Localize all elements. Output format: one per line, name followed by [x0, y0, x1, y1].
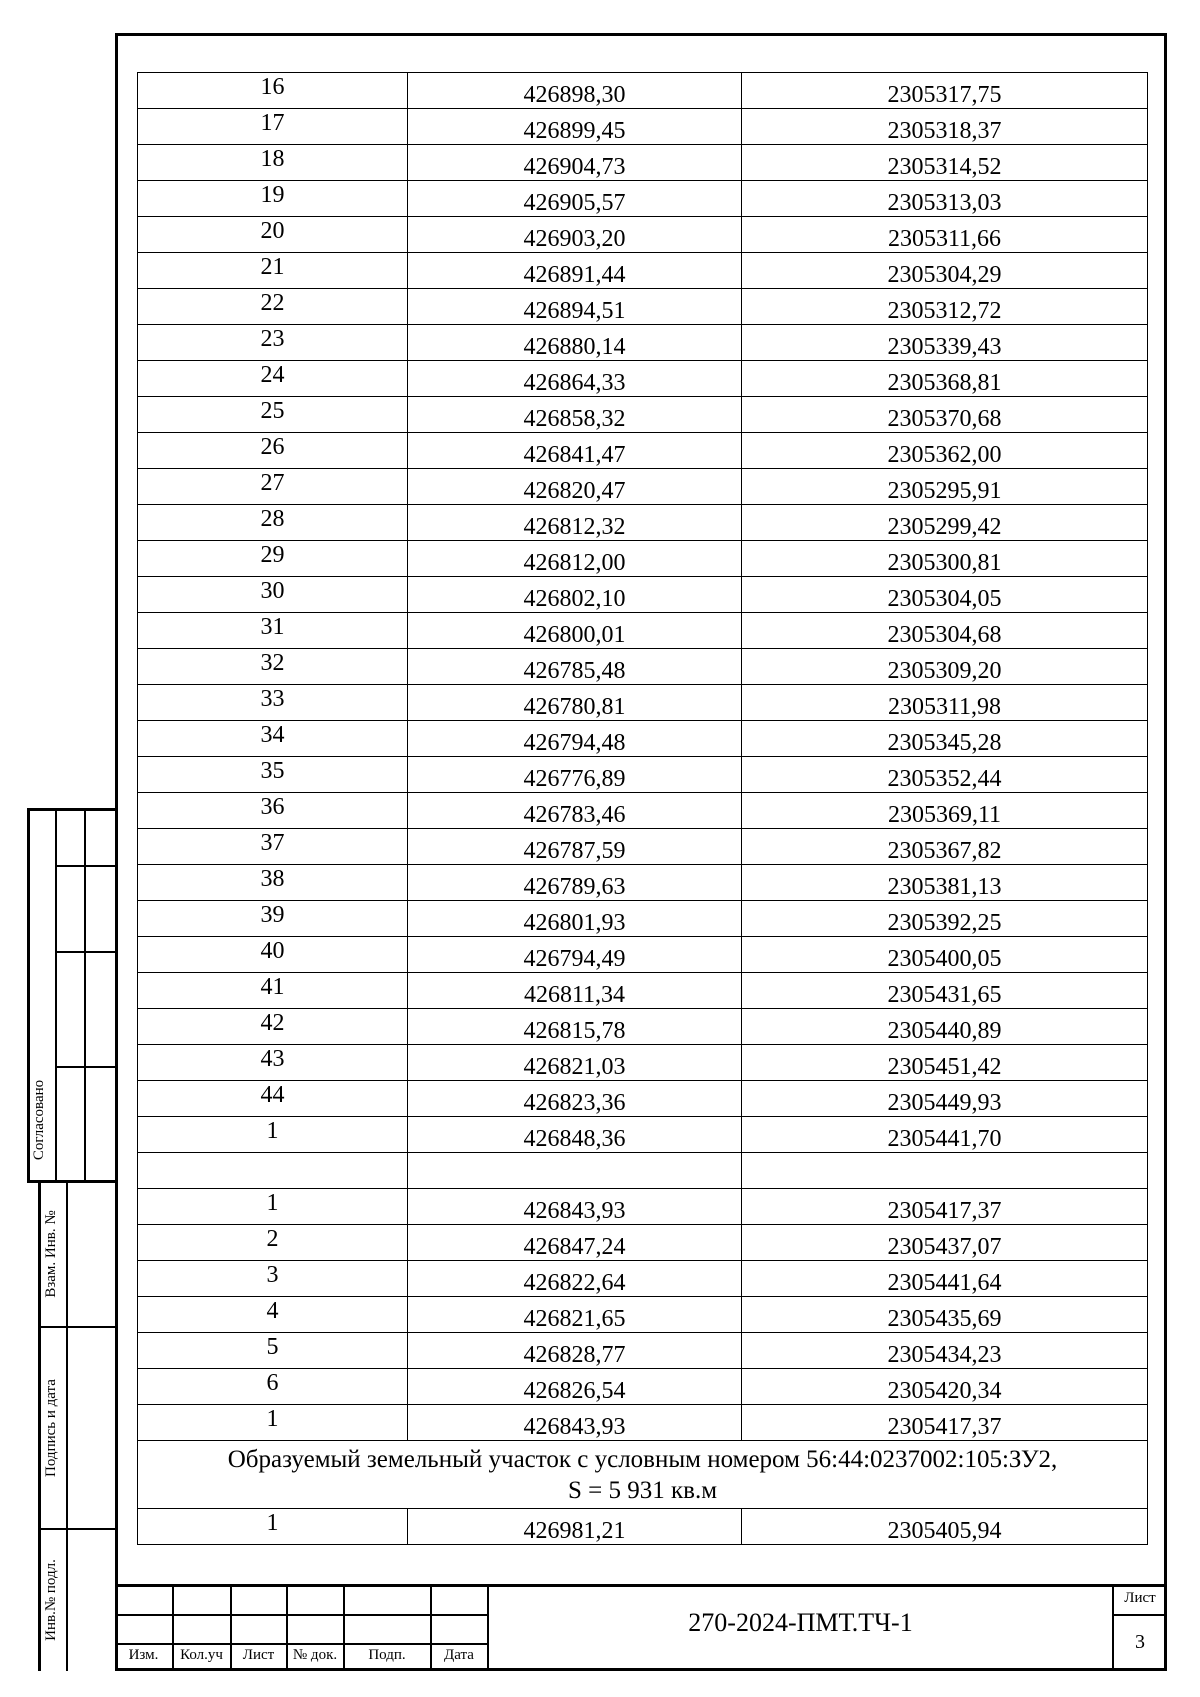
point-number-cell: 25	[138, 397, 408, 433]
table-row	[138, 1081, 1148, 1117]
y-coordinate-cell: 2305369,11	[742, 793, 1148, 829]
x-coordinate-cell: 426981,21	[408, 1509, 742, 1545]
agreed-label: Согласовано	[31, 1079, 47, 1161]
x-coordinate-cell: 426776,89	[408, 757, 742, 793]
table-row	[138, 721, 1148, 757]
table-row	[138, 577, 1148, 613]
inv-podl-label: Инв.№ подл.	[43, 1559, 59, 1641]
point-number-cell: 1	[138, 1189, 408, 1225]
x-coordinate-cell: 426801,93	[408, 901, 742, 937]
x-coordinate-cell: 426828,77	[408, 1333, 742, 1369]
x-coordinate-cell: 426826,54	[408, 1369, 742, 1405]
x-coordinate-cell: 426843,93	[408, 1189, 742, 1225]
table-row	[138, 1297, 1148, 1333]
table-row	[138, 73, 1148, 109]
y-coordinate-cell: 2305370,68	[742, 397, 1148, 433]
sheet-label: Лист	[1124, 1590, 1156, 1606]
point-number-cell: 2	[138, 1225, 408, 1261]
x-coordinate-cell: 426899,45	[408, 109, 742, 145]
point-number-cell: 22	[138, 289, 408, 325]
table-row	[138, 505, 1148, 541]
x-coordinate-cell: 426783,46	[408, 793, 742, 829]
y-coordinate-cell: 2305451,42	[742, 1045, 1148, 1081]
point-number-cell: 32	[138, 649, 408, 685]
table-row	[138, 145, 1148, 181]
table-row	[138, 217, 1148, 253]
x-coordinate-cell	[408, 1153, 742, 1189]
point-number-cell: 20	[138, 217, 408, 253]
table-row	[138, 649, 1148, 685]
y-coordinate-cell: 2305417,37	[742, 1189, 1148, 1225]
y-coordinate-cell: 2305367,82	[742, 829, 1148, 865]
col-kol-uch-label: Кол.уч	[180, 1647, 223, 1663]
point-number-cell: 1	[138, 1117, 408, 1153]
x-coordinate-cell: 426898,30	[408, 73, 742, 109]
y-coordinate-cell: 2305420,34	[742, 1369, 1148, 1405]
x-coordinate-cell: 426821,65	[408, 1297, 742, 1333]
document-code: 270-2024-ПМТ.ТЧ-1	[688, 1608, 913, 1637]
y-coordinate-cell: 2305313,03	[742, 181, 1148, 217]
point-number-cell	[138, 1153, 408, 1189]
sheet-number: 3	[1135, 1631, 1145, 1653]
x-coordinate-cell: 426812,00	[408, 541, 742, 577]
coordinates-table	[137, 72, 1148, 1545]
point-number-cell: 43	[138, 1045, 408, 1081]
table-row	[138, 1405, 1148, 1441]
table-row	[138, 685, 1148, 721]
x-coordinate-cell: 426812,32	[408, 505, 742, 541]
point-number-cell: 1	[138, 1405, 408, 1441]
table-row	[138, 1189, 1148, 1225]
x-coordinate-cell: 426780,81	[408, 685, 742, 721]
table-row	[138, 433, 1148, 469]
y-coordinate-cell: 2305405,94	[742, 1509, 1148, 1545]
y-coordinate-cell: 2305295,91	[742, 469, 1148, 505]
x-coordinate-cell: 426800,01	[408, 613, 742, 649]
point-number-cell: 6	[138, 1369, 408, 1405]
table-row	[138, 1509, 1148, 1545]
point-number-cell: 4	[138, 1297, 408, 1333]
table-row	[138, 181, 1148, 217]
y-coordinate-cell: 2305417,37	[742, 1405, 1148, 1441]
x-coordinate-cell: 426820,47	[408, 469, 742, 505]
table-row	[138, 1009, 1148, 1045]
x-coordinate-cell: 426905,57	[408, 181, 742, 217]
y-coordinate-cell: 2305300,81	[742, 541, 1148, 577]
y-coordinate-cell: 2305304,29	[742, 253, 1148, 289]
table-row	[138, 1117, 1148, 1153]
point-number-cell: 21	[138, 253, 408, 289]
y-coordinate-cell: 2305339,43	[742, 325, 1148, 361]
table-row	[138, 1045, 1148, 1081]
point-number-cell: 26	[138, 433, 408, 469]
point-number-cell: 42	[138, 1009, 408, 1045]
point-number-cell: 36	[138, 793, 408, 829]
x-coordinate-cell: 426823,36	[408, 1081, 742, 1117]
table-row	[138, 829, 1148, 865]
x-coordinate-cell: 426789,63	[408, 865, 742, 901]
parcel-caption-line1: Образуемый земельный участок с условным номером 56:44:0237002:105:ЗУ2,	[227, 1445, 1058, 1473]
table-row	[138, 757, 1148, 793]
point-number-cell: 30	[138, 577, 408, 613]
point-number-cell: 19	[138, 181, 408, 217]
point-number-cell: 31	[138, 613, 408, 649]
col-date-label: Дата	[444, 1647, 474, 1663]
table-row	[138, 109, 1148, 145]
caption-row	[138, 1441, 1148, 1509]
y-coordinate-cell: 2305392,25	[742, 901, 1148, 937]
y-coordinate-cell	[742, 1153, 1148, 1189]
y-coordinate-cell: 2305311,98	[742, 685, 1148, 721]
y-coordinate-cell: 2305440,89	[742, 1009, 1148, 1045]
col-list-label: Лист	[242, 1647, 275, 1663]
point-number-cell: 16	[138, 73, 408, 109]
y-coordinate-cell: 2305441,64	[742, 1261, 1148, 1297]
x-coordinate-cell: 426843,93	[408, 1405, 742, 1441]
point-number-cell: 18	[138, 145, 408, 181]
x-coordinate-cell: 426848,36	[408, 1117, 742, 1153]
x-coordinate-cell: 426822,64	[408, 1261, 742, 1297]
y-coordinate-cell: 2305318,37	[742, 109, 1148, 145]
y-coordinate-cell: 2305304,68	[742, 613, 1148, 649]
y-coordinate-cell: 2305314,52	[742, 145, 1148, 181]
x-coordinate-cell: 426847,24	[408, 1225, 742, 1261]
table-row	[138, 1225, 1148, 1261]
x-coordinate-cell: 426858,32	[408, 397, 742, 433]
point-number-cell: 5	[138, 1333, 408, 1369]
point-number-cell: 33	[138, 685, 408, 721]
point-number-cell: 40	[138, 937, 408, 973]
y-coordinate-cell: 2305434,23	[742, 1333, 1148, 1369]
x-coordinate-cell: 426811,34	[408, 973, 742, 1009]
x-coordinate-cell: 426815,78	[408, 1009, 742, 1045]
table-row	[138, 973, 1148, 1009]
x-coordinate-cell: 426891,44	[408, 253, 742, 289]
point-number-cell: 3	[138, 1261, 408, 1297]
point-number-cell: 29	[138, 541, 408, 577]
y-coordinate-cell: 2305304,05	[742, 577, 1148, 613]
point-number-cell: 24	[138, 361, 408, 397]
table-row	[138, 901, 1148, 937]
table-row	[138, 541, 1148, 577]
y-coordinate-cell: 2305441,70	[742, 1117, 1148, 1153]
y-coordinate-cell: 2305312,72	[742, 289, 1148, 325]
table-row	[138, 613, 1148, 649]
y-coordinate-cell: 2305368,81	[742, 361, 1148, 397]
x-coordinate-cell: 426841,47	[408, 433, 742, 469]
point-number-cell: 41	[138, 973, 408, 1009]
col-izm-label: Изм.	[128, 1647, 159, 1663]
table-row	[138, 1261, 1148, 1297]
table-row	[138, 469, 1148, 505]
x-coordinate-cell: 426904,73	[408, 145, 742, 181]
table-row	[138, 793, 1148, 829]
y-coordinate-cell: 2305352,44	[742, 757, 1148, 793]
y-coordinate-cell: 2305437,07	[742, 1225, 1148, 1261]
parcel-caption	[138, 1441, 1148, 1509]
table-row	[138, 1369, 1148, 1405]
x-coordinate-cell: 426864,33	[408, 361, 742, 397]
vzam-inv-label: Взам. Инв. №	[43, 1210, 59, 1298]
x-coordinate-cell: 426880,14	[408, 325, 742, 361]
table-row	[138, 865, 1148, 901]
y-coordinate-cell: 2305362,00	[742, 433, 1148, 469]
x-coordinate-cell: 426785,48	[408, 649, 742, 685]
y-coordinate-cell: 2305400,05	[742, 937, 1148, 973]
x-coordinate-cell: 426802,10	[408, 577, 742, 613]
x-coordinate-cell: 426903,20	[408, 217, 742, 253]
point-number-cell: 44	[138, 1081, 408, 1117]
x-coordinate-cell: 426787,59	[408, 829, 742, 865]
y-coordinate-cell: 2305311,66	[742, 217, 1148, 253]
table-row	[138, 1333, 1148, 1369]
y-coordinate-cell: 2305435,69	[742, 1297, 1148, 1333]
col-doc-label: № док.	[292, 1647, 338, 1663]
point-number-cell: 1	[138, 1509, 408, 1545]
x-coordinate-cell: 426794,49	[408, 937, 742, 973]
y-coordinate-cell: 2305345,28	[742, 721, 1148, 757]
point-number-cell: 23	[138, 325, 408, 361]
point-number-cell: 34	[138, 721, 408, 757]
point-number-cell: 17	[138, 109, 408, 145]
x-coordinate-cell: 426821,03	[408, 1045, 742, 1081]
point-number-cell: 37	[138, 829, 408, 865]
x-coordinate-cell: 426894,51	[408, 289, 742, 325]
parcel-caption-line2: S = 5 931 кв.м	[567, 1476, 718, 1504]
y-coordinate-cell: 2305299,42	[742, 505, 1148, 541]
point-number-cell: 35	[138, 757, 408, 793]
col-sign-label: Подп.	[368, 1647, 406, 1663]
y-coordinate-cell: 2305449,93	[742, 1081, 1148, 1117]
table-row	[138, 361, 1148, 397]
point-number-cell: 28	[138, 505, 408, 541]
y-coordinate-cell: 2305317,75	[742, 73, 1148, 109]
point-number-cell: 39	[138, 901, 408, 937]
point-number-cell: 38	[138, 865, 408, 901]
x-coordinate-cell: 426794,48	[408, 721, 742, 757]
table-row	[138, 937, 1148, 973]
table-row	[138, 253, 1148, 289]
point-number-cell: 27	[138, 469, 408, 505]
table-row	[138, 397, 1148, 433]
table-row	[138, 1153, 1148, 1189]
y-coordinate-cell: 2305309,20	[742, 649, 1148, 685]
table-row	[138, 325, 1148, 361]
sign-date-label: Подпись и дата	[43, 1379, 59, 1477]
y-coordinate-cell: 2305381,13	[742, 865, 1148, 901]
table-row	[138, 289, 1148, 325]
y-coordinate-cell: 2305431,65	[742, 973, 1148, 1009]
